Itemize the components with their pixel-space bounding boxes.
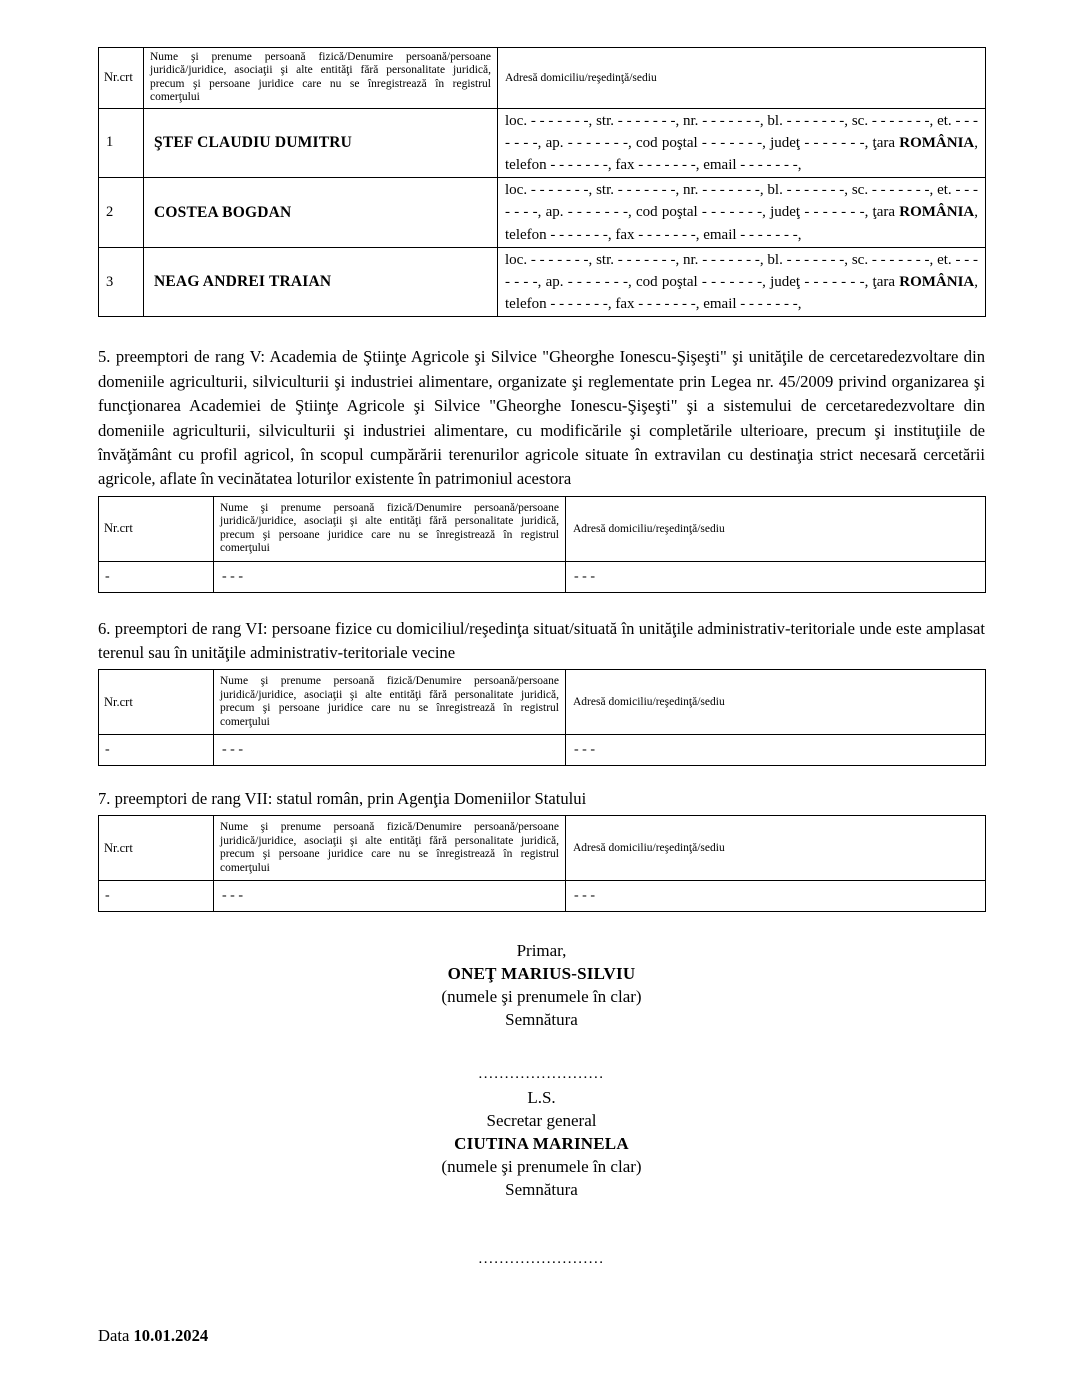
- paragraph-rank-vii: 7. preemptori de rang VII: statul român, prin Agenţia Domeniilor Statului: [98, 788, 587, 808]
- row-number: -: [99, 734, 214, 765]
- col-header-address: Adresă domiciliu/reşedinţă/sediu: [566, 670, 986, 735]
- col-header-address: Adresă domiciliu/reşedinţă/sediu: [498, 48, 986, 109]
- row-number: -: [99, 561, 214, 592]
- address-country: ROMÂNIA: [899, 274, 975, 291]
- table-row: [99, 178, 986, 248]
- address-text: , telefon - - - - - - -, fax - - - - - - -, email - - - - - - -,: [505, 134, 978, 174]
- row-number: 2: [99, 178, 144, 248]
- ls-label: L.S.: [527, 1087, 556, 1107]
- preemptors-named-table: [98, 47, 986, 317]
- paragraph-rank-v: 5. preemptori de rang V: Academia de Ştiinţe Agricole şi Silvice "Gheorghe Ionescu-Şişeşti" şi unităţile de cercetaredezvoltare din domeniile agriculturii, silviculturii şi industriei alimentare, organizate şi reglementate prin Legea nr. 45/2009 privind organizarea şi funcţionarea Academiei de Ştiinţe Agricole şi Silvice "Gheorghe Ionescu-Şişeşti" şi a sistemului de cercetaredezvoltare din domeniile agriculturii, silviculturii şi industriei alimentare, cu modificările şi completările ulterioare, precum şi instituţiile de învăţământ cu profil agricol, în scopul cumpărării terenurilor agricole situate în extravilan cu destinaţia strict necesară cercetării agricole, aflate în vecinătatea loturilor existente în patrimoniul acestora: [98, 347, 985, 489]
- person-address: - - -: [566, 561, 986, 592]
- table-header-row: [99, 48, 986, 109]
- person-name: - - -: [214, 880, 566, 911]
- signature-block-primar: [98, 939, 985, 1031]
- address-text: , telefon - - - - - - -, fax - - - - - - -, email - - - - - - -,: [505, 274, 978, 313]
- signature-block-secretar: [98, 1065, 985, 1268]
- person-address: - - -: [566, 880, 986, 911]
- date-line: [98, 1326, 985, 1346]
- row-number: -: [99, 880, 214, 911]
- col-header-address: Adresă domiciliu/reşedinţă/sediu: [566, 496, 986, 561]
- person-address: - - -: [566, 734, 986, 765]
- signer-name: CIUTINA MARINELA: [454, 1133, 629, 1153]
- date-label: Data: [98, 1325, 130, 1345]
- address-country: ROMÂNIA: [899, 134, 975, 151]
- signature-dots: ........................: [478, 1065, 605, 1082]
- signature-label: Semnătura: [505, 1179, 578, 1199]
- signer-title: Secretar general: [486, 1110, 597, 1130]
- address-text: , telefon - - - - - - -, fax - - - - - - -, email - - - - - - -,: [505, 204, 978, 243]
- col-header-address: Adresă domiciliu/reşedinţă/sediu: [566, 816, 986, 881]
- col-header-nr: Nr.crt: [99, 496, 214, 561]
- person-name: NEAG ANDREI TRAIAN: [144, 247, 498, 317]
- preemptors-rank-vi-table: [98, 669, 986, 766]
- table-row: [99, 108, 986, 178]
- col-header-nr: Nr.crt: [99, 816, 214, 881]
- table-header-row: [99, 670, 986, 735]
- person-name: ŞTEF CLAUDIU DUMITRU: [144, 108, 498, 178]
- row-number: 1: [99, 108, 144, 178]
- signer-note: (numele şi prenumele în clar): [441, 1156, 642, 1176]
- address-text: loc. - - - - - - -, str. - - - - - - -, nr. - - - - - - -, bl. - - - - - - -, sc. - - - - - - -, et. - - - - - - -, ap. - - - - - - -, cod poştal - - - - - - -, judeţ - - - - - - -, ţara: [505, 112, 978, 151]
- col-header-name: Nume şi prenume persoană fizică/Denumire persoană/persoane juridică/juridice, asociaţii şi alte entităţi fără personalitate juridică, precum şi persoane juridice care nu se înregistrează în registrul comerţului: [214, 670, 566, 735]
- table-row: [99, 561, 986, 592]
- signer-title: Primar,: [516, 940, 567, 960]
- table-row: [99, 734, 986, 765]
- table-header-row: [99, 496, 986, 561]
- preemptors-rank-vii-table: [98, 815, 986, 912]
- table-header-row: [99, 816, 986, 881]
- signature-dots: ........................: [478, 1250, 605, 1267]
- table-row: [99, 880, 986, 911]
- address-text: loc. - - - - - - -, str. - - - - - - -, nr. - - - - - - -, bl. - - - - - - -, sc. - - - - - - -, et. - - - - - - -, ap. - - - - - - -, cod poştal - - - - - - -, judeţ - - - - - - -, ţara: [505, 182, 978, 221]
- paragraph-rank-vi: 6. preemptori de rang VI: persoane fizice cu domiciliul/reşedinţa situat/situată în unităţile administrativ-teritoriale unde este amplasat terenul sau în unităţile administrativ-teritoriale vecine: [98, 618, 985, 662]
- person-name: - - -: [214, 734, 566, 765]
- row-number: 3: [99, 247, 144, 317]
- col-header-nr: Nr.crt: [99, 48, 144, 109]
- table-row: [99, 247, 986, 317]
- person-address: [498, 247, 986, 317]
- col-header-name: Nume şi prenume persoană fizică/Denumire persoană/persoane juridică/juridice, asociaţii şi alte entităţi fără personalitate juridică, precum şi persoane juridice care nu se înregistrează în registrul comerţului: [214, 496, 566, 561]
- signature-label: Semnătura: [505, 1009, 578, 1029]
- address-country: ROMÂNIA: [899, 204, 975, 221]
- preemptors-rank-v-table: [98, 496, 986, 593]
- col-header-name: Nume şi prenume persoană fizică/Denumire persoană/persoane juridică/juridice, asociaţii şi alte entităţi fără personalitate juridică, precum şi persoane juridice care nu se înregistrează în registrul comerţului: [144, 48, 498, 109]
- person-name: - - -: [214, 561, 566, 592]
- col-header-name: Nume şi prenume persoană fizică/Denumire persoană/persoane juridică/juridice, asociaţii şi alte entităţi fără personalitate juridică, precum şi persoane juridice care nu se înregistrează în registrul comerţului: [214, 816, 566, 881]
- date-value: 10.01.2024: [133, 1325, 209, 1345]
- person-address: [498, 178, 986, 248]
- person-name: COSTEA BOGDAN: [144, 178, 498, 248]
- address-text: loc. - - - - - - -, str. - - - - - - -, nr. - - - - - - -, bl. - - - - - - -, sc. - - - - - - -, et. - - - - - - -, ap. - - - - - - -, cod poştal - - - - - - -, judeţ - - - - - - -, ţara: [505, 251, 978, 291]
- col-header-nr: Nr.crt: [99, 670, 214, 735]
- person-address: [498, 108, 986, 178]
- signer-name: ONEŢ MARIUS-SILVIU: [447, 963, 636, 983]
- signer-note: (numele şi prenumele în clar): [441, 986, 642, 1006]
